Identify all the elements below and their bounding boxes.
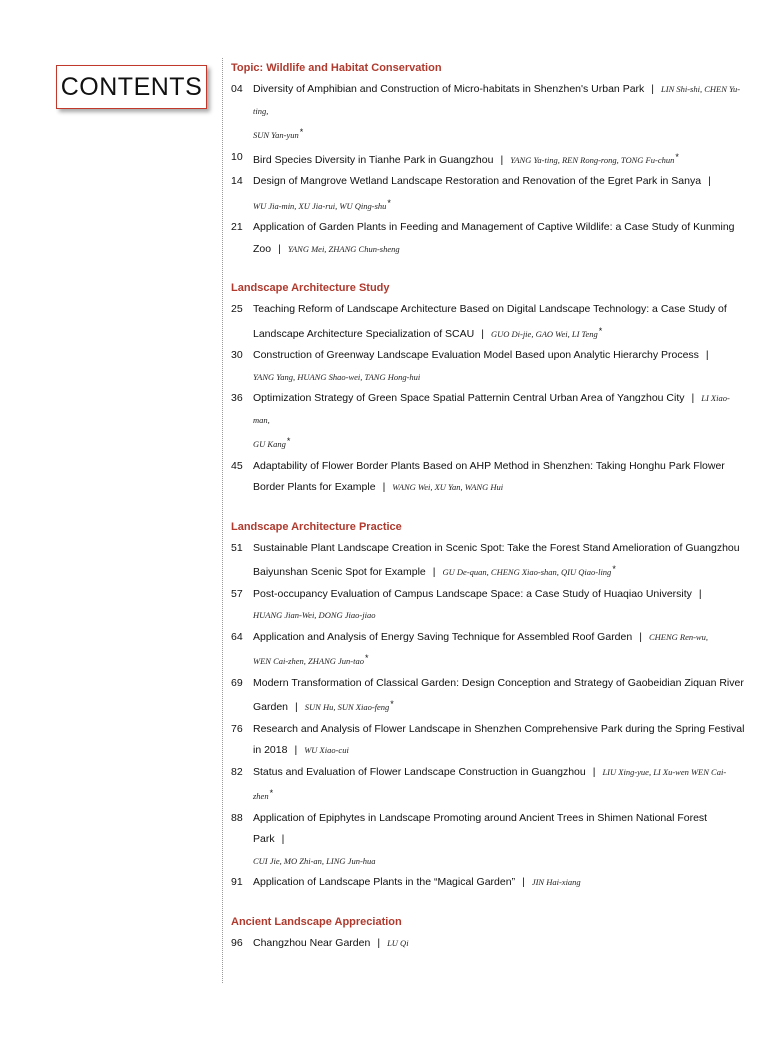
toc-entry[interactable] <box>231 147 746 172</box>
toc-section <box>231 280 746 499</box>
article-title-continued: Landscape Architecture Specialization of SCAU <box>253 327 475 340</box>
page-number: 14 <box>231 175 243 187</box>
article-title: Diversity of Amphibian and Construction of Micro-habitats in Shenzhen's Urban Park <box>253 83 645 95</box>
page-number: 45 <box>231 459 243 472</box>
page-number: 36 <box>231 392 243 404</box>
toc-entry[interactable] <box>231 719 746 762</box>
article-title: Construction of Greenway Landscape Evaluation Model Based upon Analytic Hierarchy Process <box>253 349 699 361</box>
toc-entry[interactable] <box>231 217 746 260</box>
article-authors: GU Kang <box>253 439 286 449</box>
article-authors: YANG Yang, HUANG Shao-wei, TANG Hong-hui <box>253 371 421 382</box>
separator: | <box>705 349 709 361</box>
contents-heading-box <box>56 65 207 109</box>
corresponding-author-mark: * <box>612 564 616 574</box>
page-number: 51 <box>231 541 243 554</box>
toc-entry[interactable] <box>231 456 746 499</box>
toc-entry[interactable] <box>231 345 746 388</box>
separator: | <box>651 83 655 95</box>
contents-heading: CONTENTS <box>60 72 203 101</box>
separator: | <box>639 630 642 643</box>
article-authors: CUI Jie, MO Zhi-an, LING Jun-hua <box>253 855 376 866</box>
article-title: Post-occupancy Evaluation of Campus Landscape Space: a Case Study of Huaqiao University <box>253 587 692 600</box>
article-authors: WU Jia-min, XU Jia-rui, WU Qing-shu <box>253 200 387 211</box>
page-number: 30 <box>231 349 243 361</box>
toc-entry[interactable] <box>231 79 746 147</box>
article-authors: CHENG Ren-wu, <box>648 631 708 642</box>
toc-entry[interactable] <box>231 388 746 456</box>
article-title: Sustainable Plant Landscape Creation in Scenic Spot: Take the Forest Stand Amelioration of Guangzhou <box>253 541 740 554</box>
article-title-continued: Baiyunshan Scenic Spot for Example <box>253 566 426 578</box>
article-authors: GUO Di-jie, GAO Wei, LI Teng <box>490 328 598 339</box>
toc-entry[interactable] <box>231 762 746 808</box>
toc-entry[interactable] <box>231 673 746 719</box>
toc-entry[interactable] <box>231 627 746 673</box>
corresponding-author-mark: * <box>675 151 679 162</box>
separator: | <box>500 153 504 166</box>
article-title: Teaching Reform of Landscape Architecture Based on Digital Landscape Technology: a Case Study of <box>253 303 727 315</box>
article-authors: YANG Mei, ZHANG Chun-sheng <box>287 243 400 254</box>
page-number: 91 <box>231 876 243 888</box>
separator: | <box>382 481 386 493</box>
article-title-continued: Zoo <box>253 242 272 255</box>
page-number: 82 <box>231 765 243 778</box>
article-authors: WEN Cai-zhen, ZHANG Jun-tao <box>253 656 364 666</box>
article-authors: WU Xiao-cui <box>304 745 349 755</box>
article-title: Bird Species Diversity in Tianhe Park in Guangzhou <box>253 153 494 166</box>
toc-entry[interactable] <box>231 808 746 873</box>
toc-entry[interactable] <box>231 171 746 217</box>
article-authors: JIN Hai-xiang <box>531 877 581 887</box>
article-title: Application and Analysis of Energy Saving Technique for Assembled Roof Garden <box>253 630 633 643</box>
article-title: Application of Epiphytes in Landscape Promoting around Ancient Trees in Shimen National Forest Park <box>253 811 708 845</box>
section-title: Ancient Landscape Appreciation <box>231 915 402 928</box>
corresponding-author-mark: * <box>390 699 394 709</box>
article-title: Application of Garden Plants in Feeding and Management of Captive Wildlife: a Case Study of Kunming <box>253 221 735 233</box>
article-authors: YANG Ya-ting, REN Rong-rong, TONG Fu-chun <box>510 154 675 165</box>
article-title: Status and Evaluation of Flower Landscape Construction in Guangzhou <box>253 765 586 778</box>
article-authors: LI Xiao-man, <box>253 393 730 425</box>
page-number: 96 <box>231 936 243 949</box>
section-title: Topic: Wildlife and Habitat Conservation <box>231 62 442 74</box>
article-authors: LU Qi <box>387 937 409 948</box>
corresponding-author-mark: * <box>598 325 603 336</box>
table-of-contents <box>231 60 746 974</box>
separator: | <box>294 744 298 756</box>
toc-entry[interactable] <box>231 872 746 894</box>
page-number: 04 <box>231 83 243 95</box>
page-number: 21 <box>231 221 243 233</box>
toc-entry[interactable] <box>231 584 746 627</box>
article-title: Adaptability of Flower Border Plants Based on AHP Method in Shenzhen: Taking Honghu Park Flower <box>253 459 725 472</box>
article-title: Optimization Strategy of Green Space Spatial Patternin Central Urban Area of Yangzhou City <box>253 392 685 404</box>
article-authors: SUN Yan-yun <box>253 130 299 140</box>
separator: | <box>481 327 484 340</box>
article-authors: LIU Xing-yue, LI Xu-wen WEN Cai-zhen <box>253 766 727 801</box>
corresponding-author-mark: * <box>299 127 304 137</box>
page-number: 10 <box>231 150 243 163</box>
separator: | <box>295 701 298 713</box>
divider-line <box>222 58 223 983</box>
article-title: Changzhou Near Garden <box>253 936 371 949</box>
article-title-continued: in 2018 <box>253 744 288 756</box>
separator: | <box>281 833 285 845</box>
separator: | <box>592 765 596 778</box>
separator: | <box>698 587 702 600</box>
separator: | <box>432 566 436 578</box>
article-title: Modern Transformation of Classical Garden: Design Conception and Strategy of Gaobeidian Ziquan River <box>253 676 744 689</box>
article-title: Application of Landscape Plants in the “Magical Garden” <box>253 876 516 888</box>
toc-entry[interactable] <box>231 538 746 584</box>
page-number: 64 <box>231 630 243 643</box>
corresponding-author-mark: * <box>286 436 291 446</box>
article-title-continued: Garden <box>253 701 289 713</box>
article-authors: WANG Wei, XU Yan, WANG Hui <box>392 482 504 492</box>
article-authors: SUN Hu, SUN Xiao-feng <box>304 702 390 712</box>
separator: | <box>278 242 281 255</box>
corresponding-author-mark: * <box>387 197 391 208</box>
separator: | <box>691 392 695 404</box>
toc-section <box>231 519 746 894</box>
toc-section <box>231 914 746 955</box>
page-number: 69 <box>231 676 243 689</box>
section-title: Landscape Architecture Practice <box>231 520 402 533</box>
page-number: 57 <box>231 587 243 600</box>
corresponding-author-mark: * <box>269 788 274 798</box>
toc-entry[interactable] <box>231 933 746 955</box>
section-title: Landscape Architecture Study <box>231 282 390 294</box>
article-title: Research and Analysis of Flower Landscape in Shenzhen Comprehensive Park during the Spring Festival <box>253 722 745 735</box>
corresponding-author-mark: * <box>364 653 369 663</box>
article-title-continued: Border Plants for Example <box>253 481 376 493</box>
article-title: Design of Mangrove Wetland Landscape Restoration and Renovation of the Egret Park in Sanya <box>253 175 702 187</box>
toc-section <box>231 60 746 260</box>
article-authors: GU De-quan, CHENG Xiao-shan, QIU Qiao-ling <box>442 567 612 577</box>
separator: | <box>708 175 711 187</box>
article-authors: LIN Shi-shi, CHEN Yu-ting, <box>253 84 741 116</box>
page-number: 25 <box>231 303 243 315</box>
article-authors: HUANG Jian-Wei, DONG Jiao-jiao <box>253 610 376 620</box>
separator: | <box>377 936 381 949</box>
toc-entry[interactable] <box>231 299 746 345</box>
page-number: 76 <box>231 722 243 735</box>
page-number: 88 <box>231 811 243 824</box>
separator: | <box>522 876 525 888</box>
